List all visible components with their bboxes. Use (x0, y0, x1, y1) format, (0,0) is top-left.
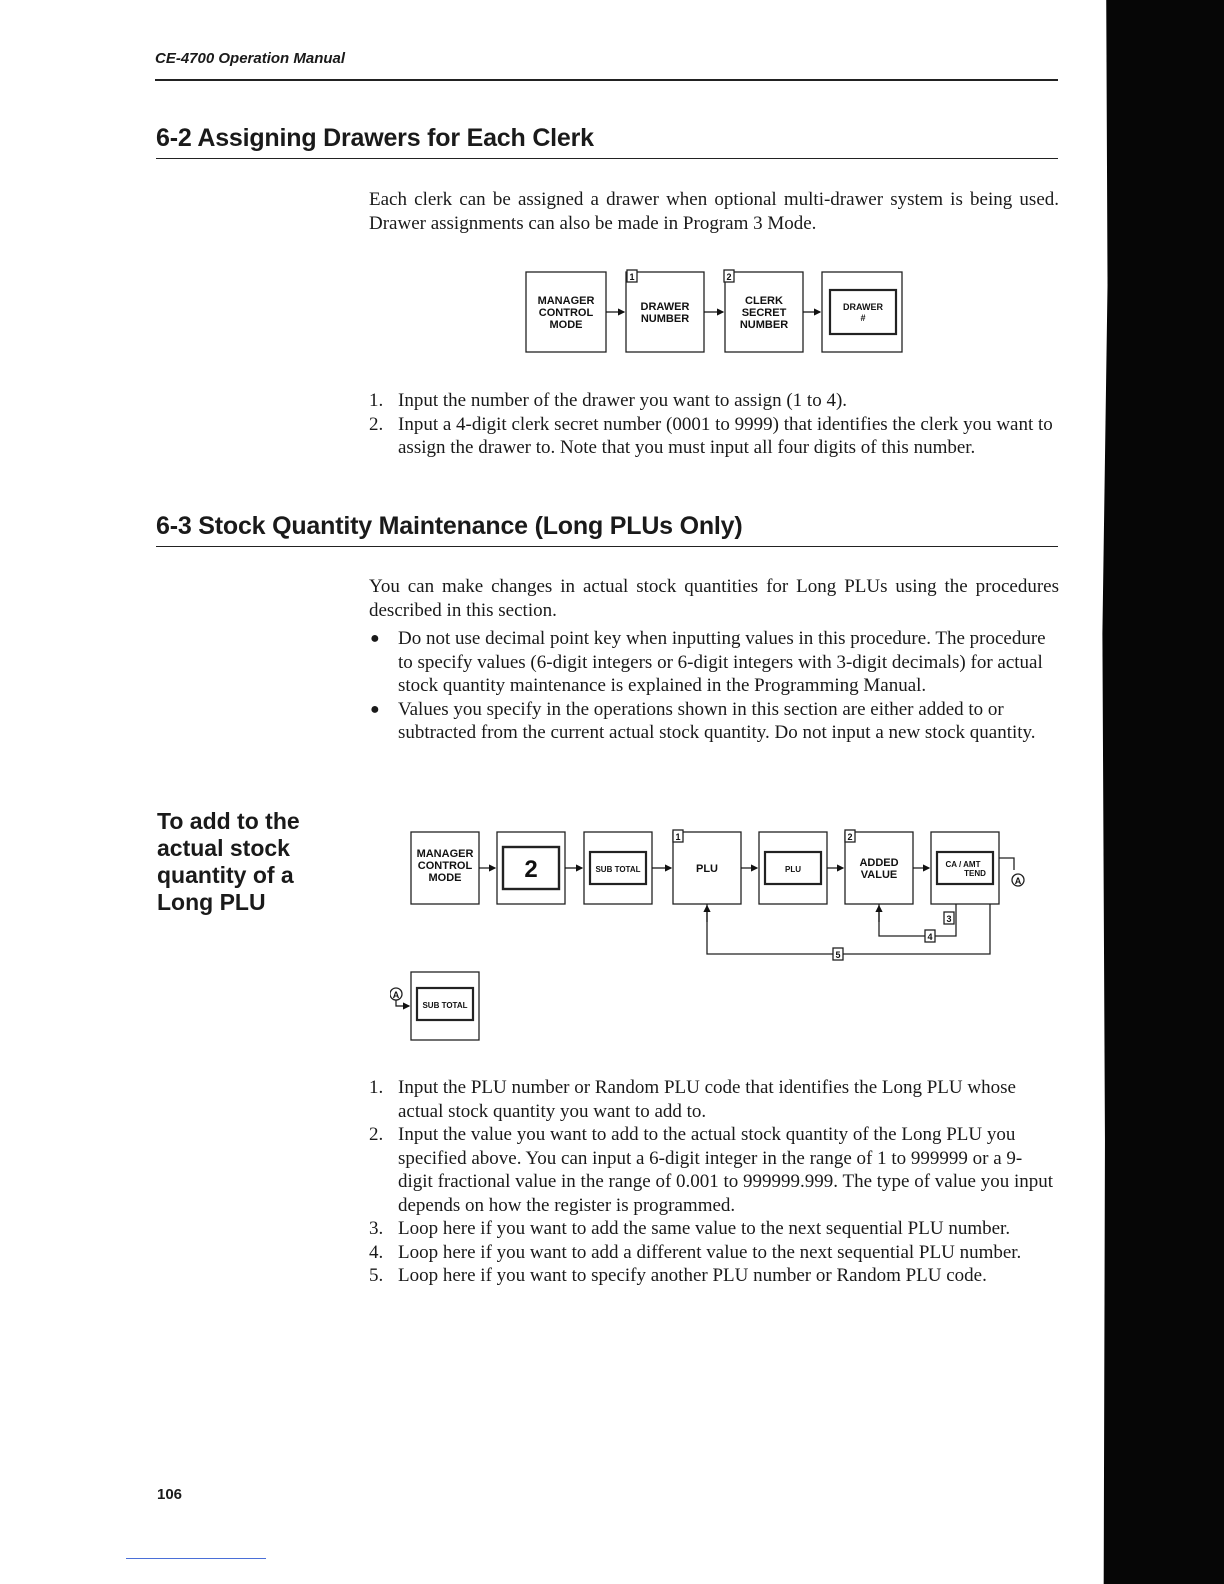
key-drawer-line-2: # (860, 313, 866, 323)
step-number: 1. (369, 390, 384, 411)
key-clerk-line-2: SECRET (741, 307, 787, 319)
key-frame-drawer-key (822, 272, 902, 352)
step-item (369, 1076, 1057, 1123)
step-marker-1: 1 (675, 832, 681, 842)
step-item (369, 1264, 1057, 1288)
step-item (369, 1217, 1057, 1241)
key-manager-line-1: MANAGER (416, 848, 474, 860)
key-2-label: 2 (524, 856, 538, 883)
key-manager-line-1: MANAGER (537, 295, 595, 307)
step-number: 2. (369, 1124, 384, 1145)
step-item (369, 413, 1059, 460)
connector-a-arrow-in (396, 1000, 409, 1006)
step-text: Loop here if you want to add the same value to the next sequential PLU number. (398, 1218, 1011, 1239)
connector-a-label-in: A (392, 990, 400, 1000)
step-marker-2: 2 (726, 272, 732, 282)
step-number: 3. (369, 1218, 384, 1239)
step-number: 2. (369, 413, 384, 435)
section-6-2-steps (369, 389, 1059, 460)
key-drawer-line-1: DRAWER (843, 302, 883, 312)
section-6-3-bullets (369, 627, 1057, 745)
key-ca-amt-line-2: TEND (964, 869, 986, 878)
step-marker-3: 3 (946, 914, 952, 924)
key-ca-amt-line-1: CA / AMT (945, 860, 981, 869)
step-text: Input the value you want to add to the actual stock quantity of the Long PLU you specified above. You can input a 6-digit integer in the range of 1 to 999999 or a 9-digit fractional value in the range of 0.001 to 999999.999. The type of value you input depends on how the register is programmed. (398, 1124, 1053, 1216)
step-item (369, 1123, 1057, 1217)
step-text: Loop here if you want to add a different value to the next sequential PLU number. (398, 1241, 1022, 1263)
section-6-3-rule (156, 546, 1058, 547)
step-marker-4: 4 (927, 932, 933, 942)
key-clerk-line-1: CLERK (745, 295, 783, 307)
running-header: CE-4700 Operation Manual (155, 50, 346, 67)
footer-link-line (126, 1558, 266, 1559)
section-6-3-heading: 6-3 Stock Quantity Maintenance (Long PLUs Only) (156, 512, 743, 540)
key-manager-line-2: CONTROL (538, 307, 594, 319)
add-stock-diagram (390, 822, 1040, 1048)
step-text: Loop here if you want to specify another PLU number or Random PLU code. (398, 1265, 987, 1286)
header-rule (155, 79, 1058, 81)
bullet-text: Values you specify in the operations shown in this section are either added to or subtracted from the current actual stock quantity. Do not input a new stock quantity. (398, 698, 1036, 743)
step-number: 4. (369, 1241, 384, 1263)
scan-edge-shadow (1096, 0, 1224, 1584)
step-marker-5: 5 (835, 950, 841, 960)
step-item (369, 1241, 1057, 1265)
key-subtotal-continuation-label: SUB TOTAL (422, 1001, 468, 1010)
key-manager-line-3: MODE (428, 872, 462, 884)
key-manager-line-3: MODE (549, 319, 583, 331)
connector-a-line-out (999, 858, 1014, 870)
key-subtotal-label: SUB TOTAL (595, 865, 641, 874)
key-drawer-number-line-2: NUMBER (640, 313, 690, 325)
section-6-2-heading: 6-2 Assigning Drawers for Each Clerk (156, 124, 594, 152)
bullet-dot-icon: ● (370, 630, 380, 647)
key-added-value-line-2: VALUE (860, 869, 898, 881)
section-6-2-intro: Each clerk can be assigned a drawer when optional multi-drawer system is being used. Drawer assignments can also be made in Program 3 Mode. (369, 189, 1059, 234)
step-text: Input the PLU number or Random PLU code that identifies the Long PLU whose actual stock quantity you want to add to. (398, 1077, 1016, 1122)
drawer-assignment-diagram (520, 262, 920, 358)
key-clerk-line-3: NUMBER (739, 319, 789, 331)
bullet-text: Do not use decimal point key when inputting values in this procedure. The procedure to specify values (6-digit integers or 6-digit integers with 3-digit decimals) for actual stock quantity maintenance is explained in the Programming Manual. (398, 628, 1046, 696)
connector-a-label-out: A (1014, 876, 1022, 886)
key-added-value-line-1: ADDED (859, 857, 899, 869)
section-6-2-rule (156, 158, 1058, 159)
step-number: 1. (369, 1077, 384, 1098)
key-plu-2-label: PLU (785, 865, 801, 874)
key-manager-line-2: CONTROL (417, 860, 473, 872)
bullet-item (369, 698, 1057, 745)
step-marker-2: 2 (847, 832, 853, 842)
page-number: 106 (157, 1486, 183, 1503)
drawer-key-cap (830, 290, 896, 334)
step-marker-1: 1 (629, 272, 635, 282)
key-drawer-number-line-1: DRAWER (640, 301, 690, 313)
bullet-item (369, 627, 1057, 698)
step-text: Input the number of the drawer you want to assign (1 to 4). (398, 390, 848, 411)
step-number: 5. (369, 1265, 384, 1286)
step-item (369, 389, 1059, 413)
section-6-3-steps (369, 1076, 1057, 1288)
section-6-3-intro: You can make changes in actual stock quantities for Long PLUs using the procedures described in this section. (369, 576, 1059, 621)
key-plu-label: PLU (696, 863, 718, 875)
bullet-dot-icon: ● (370, 700, 380, 718)
step-text: Input a 4-digit clerk secret number (0001 to 9999) that identifies the clerk you want to assign the drawer to. Note that you must input all four digits of this number. (398, 413, 1053, 458)
side-heading-add-stock: To add to the actual stock quantity of a Long PLU (157, 808, 300, 915)
